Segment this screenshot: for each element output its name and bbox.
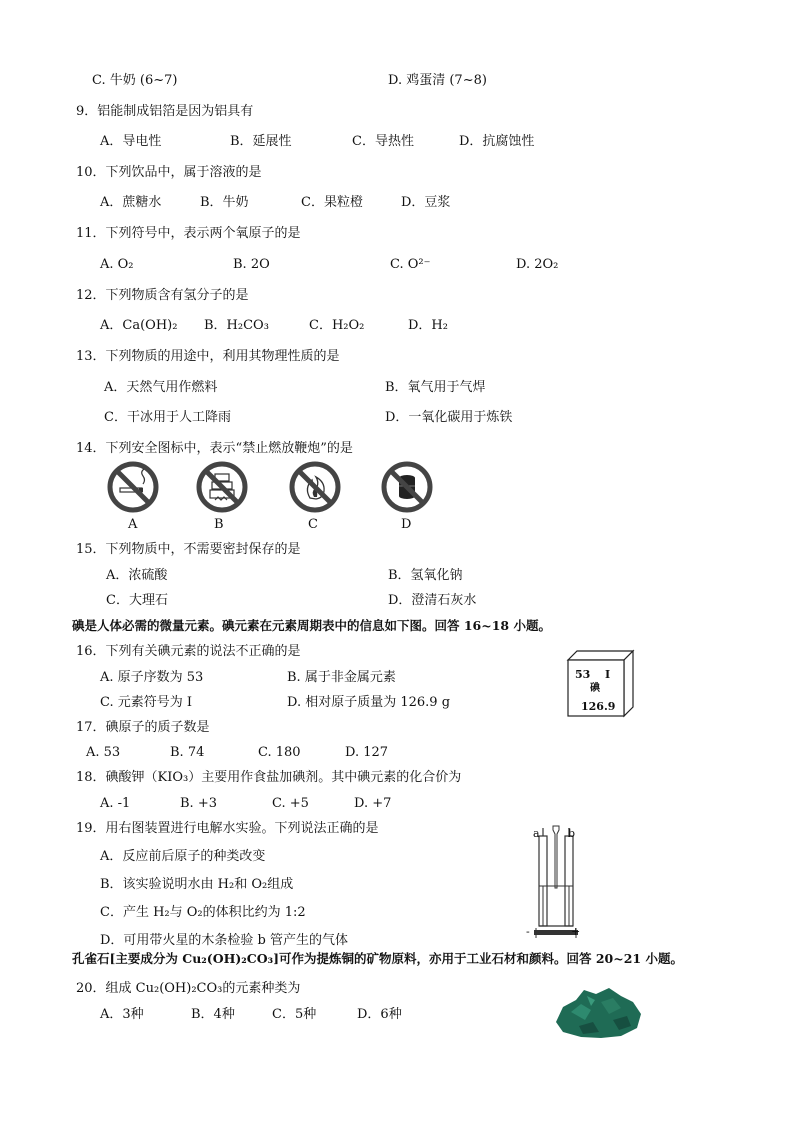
q19-stem: 19．用右图装置进行电解水实验。下列说法正确的是 — [76, 821, 379, 836]
q17-option-a: A. 53 — [86, 745, 121, 760]
element-number: 53 — [575, 668, 591, 681]
sign-label-b: B — [214, 517, 224, 532]
q17-stem: 17．碘原子的质子数是 — [76, 720, 210, 735]
no-fireworks-icon — [288, 460, 342, 514]
sign-label-a: A — [128, 517, 138, 532]
q16-stem: 16．下列有关碘元素的说法不正确的是 — [76, 644, 301, 659]
q15-option-b: B．氢氧化钠 — [388, 568, 463, 583]
q19-option-a: A．反应前后原子的种类改变 — [100, 849, 266, 864]
no-flammable-icon — [380, 460, 434, 514]
element-symbol: I — [605, 668, 611, 681]
malachite-image — [551, 982, 646, 1042]
q9-option-b: B．延展性 — [230, 134, 292, 149]
q12-option-d: D．H₂ — [408, 318, 448, 333]
malachite-intro: 孔雀石[主要成分为 Cu₂(OH)₂CO₃]可作为提炼铜的矿物原料，亦用于工业石材和颜料。回答 20~21 小题。 — [72, 951, 683, 966]
q13-option-a: A．天然气用作燃料 — [104, 380, 218, 395]
q11-option-b: B. 2O — [233, 257, 270, 272]
q20-option-b: B．4种 — [191, 1007, 235, 1022]
no-stacking-icon — [195, 460, 249, 514]
q10-option-c: C．果粒橙 — [301, 195, 363, 210]
q13-option-b: B．氧气用于气焊 — [385, 380, 486, 395]
electrode-minus: - — [526, 925, 530, 938]
q11-stem: 11．下列符号中，表示两个氧原子的是 — [76, 226, 301, 241]
q18-option-b: B. +3 — [180, 796, 217, 811]
q11-option-c: C. O²⁻ — [390, 257, 431, 272]
q17-option-b: B. 74 — [170, 745, 205, 760]
q12-option-a: A．Ca(OH)₂ — [100, 318, 178, 333]
q9-option-a: A．导电性 — [100, 134, 162, 149]
electrode-plus: + — [571, 925, 581, 938]
element-mass: 126.9 — [581, 700, 616, 713]
element-name: 碘 — [590, 683, 600, 694]
q17-option-c: C. 180 — [258, 745, 301, 760]
q18-option-c: C. +5 — [272, 796, 309, 811]
q12-option-c: C．H₂O₂ — [309, 318, 365, 333]
q13-option-d: D．一氧化碳用于炼铁 — [385, 410, 513, 425]
q15-option-d: D．澄清石灰水 — [388, 593, 477, 608]
q15-option-c: C．大理石 — [106, 593, 168, 608]
q16-option-d: D. 相对原子质量为 126.9 g — [287, 695, 451, 710]
q20-stem: 20．组成 Cu₂(OH)₂CO₃的元素种类为 — [76, 981, 301, 996]
q18-option-d: D. +7 — [354, 796, 392, 811]
q20-option-d: D．6种 — [357, 1007, 402, 1022]
tube-a-label: a — [533, 827, 540, 840]
electrolysis-apparatus — [522, 824, 592, 944]
q18-option-a: A. -1 — [100, 796, 131, 811]
q10-option-a: A．蔗糖水 — [100, 195, 162, 210]
sign-label-d: D — [401, 517, 412, 532]
q12-stem: 12．下列物质含有氢分子的是 — [76, 288, 249, 303]
q9-option-c: C．导热性 — [352, 134, 414, 149]
sign-label-c: C — [308, 517, 318, 532]
no-smoking-icon — [106, 460, 160, 514]
q19-option-d: D．可用带火星的木条检验 b 管产生的气体 — [100, 933, 349, 948]
tube-b-label: b — [568, 827, 576, 840]
q18-stem: 18．碘酸钾（KIO₃）主要用作食盐加碘剂。其中碘元素的化合价为 — [76, 770, 462, 785]
q13-stem: 13．下列物质的用途中，利用其物理性质的是 — [76, 349, 340, 364]
q15-option-a: A．浓硫酸 — [106, 568, 168, 583]
q9-stem: 9．铝能制成铝箔是因为铝具有 — [76, 104, 254, 119]
q13-option-c: C．干冰用于人工降雨 — [104, 410, 231, 425]
q16-option-c: C. 元素符号为 I — [100, 695, 193, 710]
q10-stem: 10．下列饮品中，属于溶液的是 — [76, 165, 262, 180]
q20-option-c: C．5种 — [272, 1007, 317, 1022]
q19-option-c: C．产生 H₂与 O₂的体积比约为 1:2 — [100, 905, 306, 920]
q11-option-a: A. O₂ — [100, 257, 134, 272]
q10-option-b: B．牛奶 — [200, 195, 249, 210]
q8-option-d: D. 鸡蛋清 (7~8) — [388, 73, 487, 88]
q16-option-a: A. 原子序数为 53 — [100, 670, 204, 685]
q17-option-d: D. 127 — [345, 745, 389, 760]
q15-stem: 15．下列物质中，不需要密封保存的是 — [76, 542, 301, 557]
q10-option-d: D．豆浆 — [401, 195, 451, 210]
q20-option-a: A．3种 — [100, 1007, 144, 1022]
q19-option-b: B．该实验说明水由 H₂和 O₂组成 — [100, 877, 294, 892]
q11-option-d: D. 2O₂ — [516, 257, 559, 272]
q9-option-d: D．抗腐蚀性 — [459, 134, 535, 149]
q8-option-c: C. 牛奶 (6~7) — [92, 73, 178, 88]
q16-option-b: B. 属于非金属元素 — [287, 670, 396, 685]
q12-option-b: B．H₂CO₃ — [204, 318, 269, 333]
iodine-intro: 碘是人体必需的微量元素。碘元素在元素周期表中的信息如下图。回答 16~18 小题。 — [72, 618, 551, 633]
q14-stem: 14．下列安全图标中，表示“禁止燃放鞭炮”的是 — [76, 441, 353, 456]
